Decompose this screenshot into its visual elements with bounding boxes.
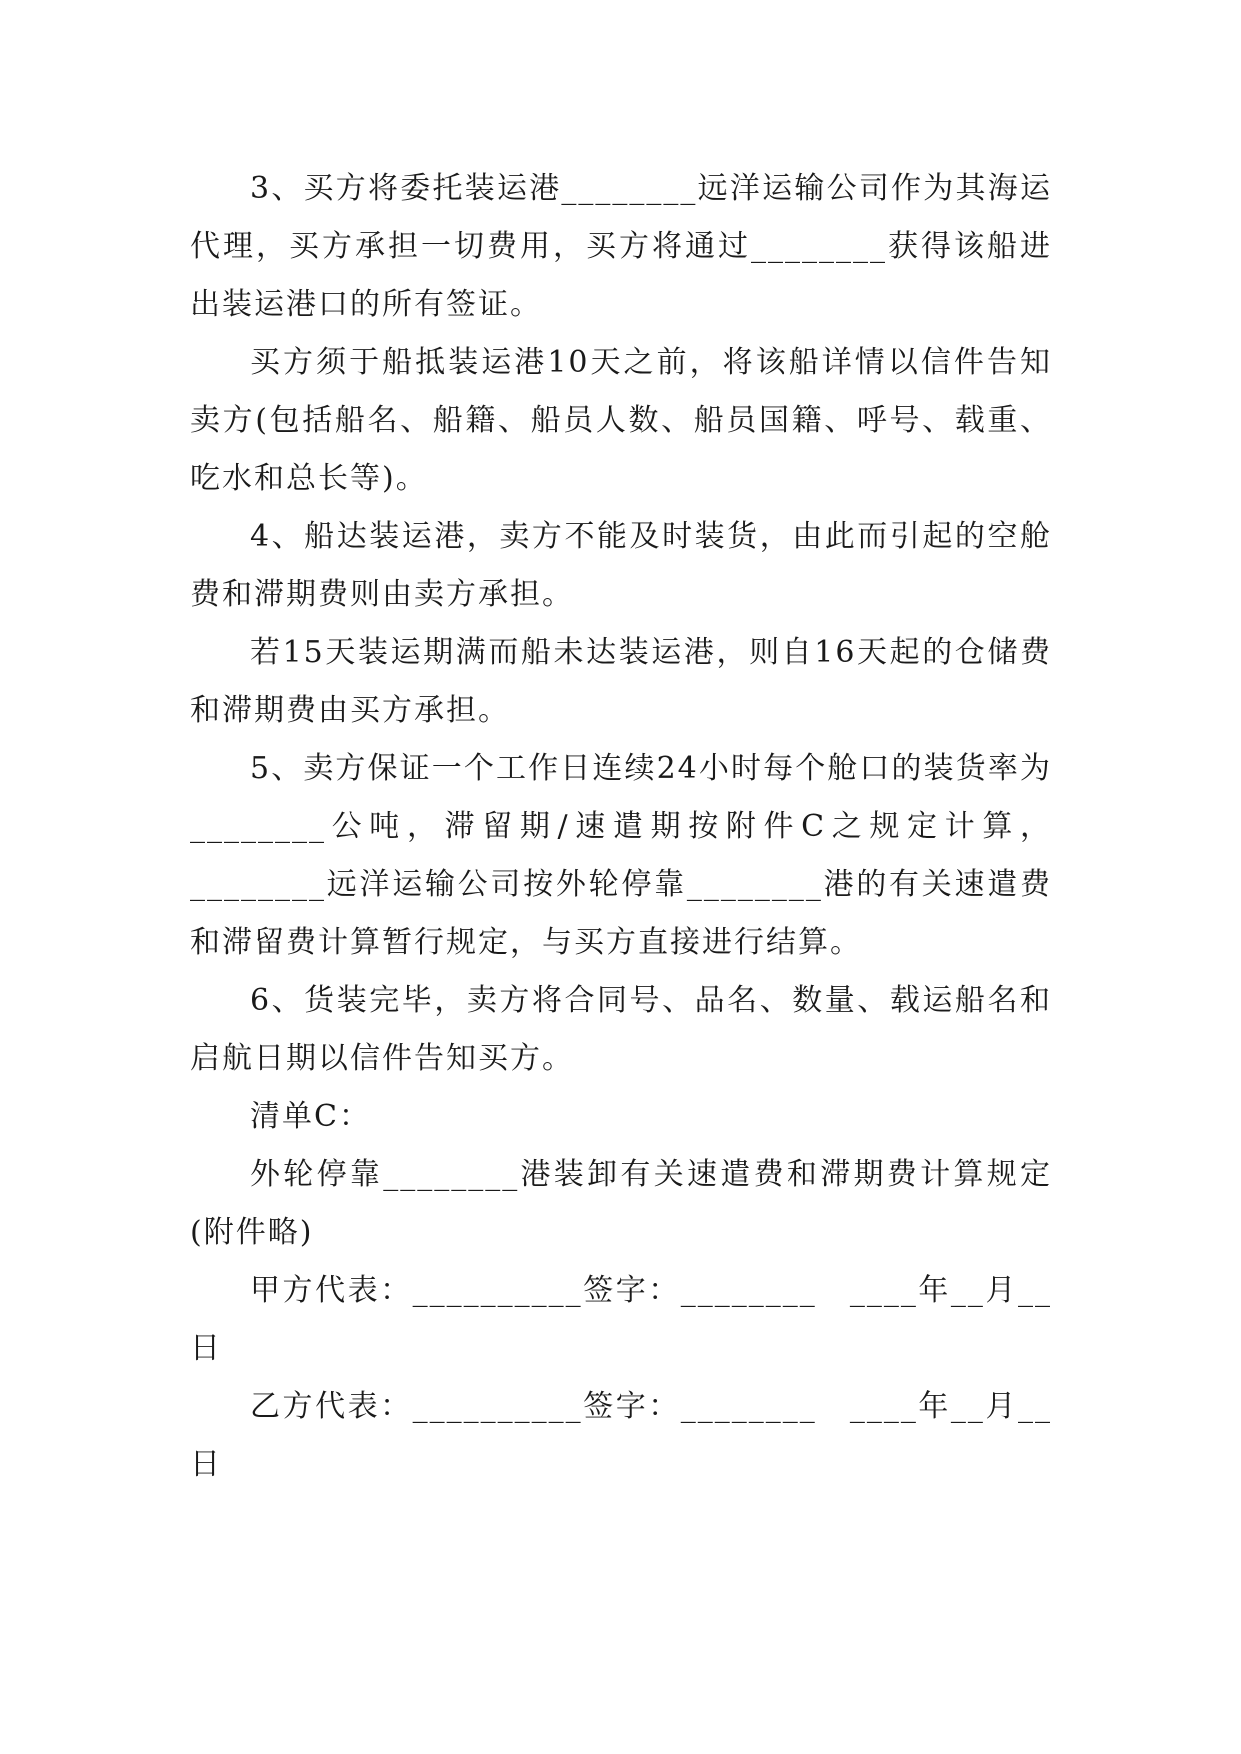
party-b-signature-line: 乙方代表：__________签字：________ ____年__月__日 (190, 1389, 1052, 1482)
clause-3-paragraph: 3、买方将委托装运港________远洋运输公司作为其海运代理，买方承担一切费用，买方将通过________获得该船进出装运港口的所有签证。 (190, 171, 1052, 322)
document-body (190, 160, 1052, 1494)
list-c-heading: 清单C： (250, 1099, 371, 1134)
clause-6-paragraph: 6、货装完毕，卖方将合同号、品名、数量、载运船名和启航日期以信件告知买方。 (190, 983, 1052, 1076)
ship-details-paragraph: 买方须于船抵装运港10天之前，将该船详情以信件告知卖方(包括船名、船籍、船员人数、船员国籍、呼号、载重、吃水和总长等)。 (190, 345, 1052, 496)
clause-4-paragraph: 4、船达装运港，卖方不能及时装货，由此而引起的空舱费和滞期费则由卖方承担。 (190, 519, 1052, 612)
storage-fee-paragraph: 若15天装运期满而船未达装运港，则自16天起的仓储费和滞期费由买方承担。 (190, 635, 1052, 728)
list-c-item: 外轮停靠________港装卸有关速遣费和滞期费计算规定(附件略) (190, 1157, 1052, 1250)
party-a-signature-line: 甲方代表：__________签字：________ ____年__月__日 (190, 1273, 1052, 1366)
clause-5-paragraph: 5、卖方保证一个工作日连续24小时每个舱口的装货率为________公吨，滞留期/速遣期按附件C之规定计算，________远洋运输公司按外轮停靠________港的有关速遣费和滞留费计算暂行规定，与买方直接进行结算。 (190, 751, 1052, 960)
